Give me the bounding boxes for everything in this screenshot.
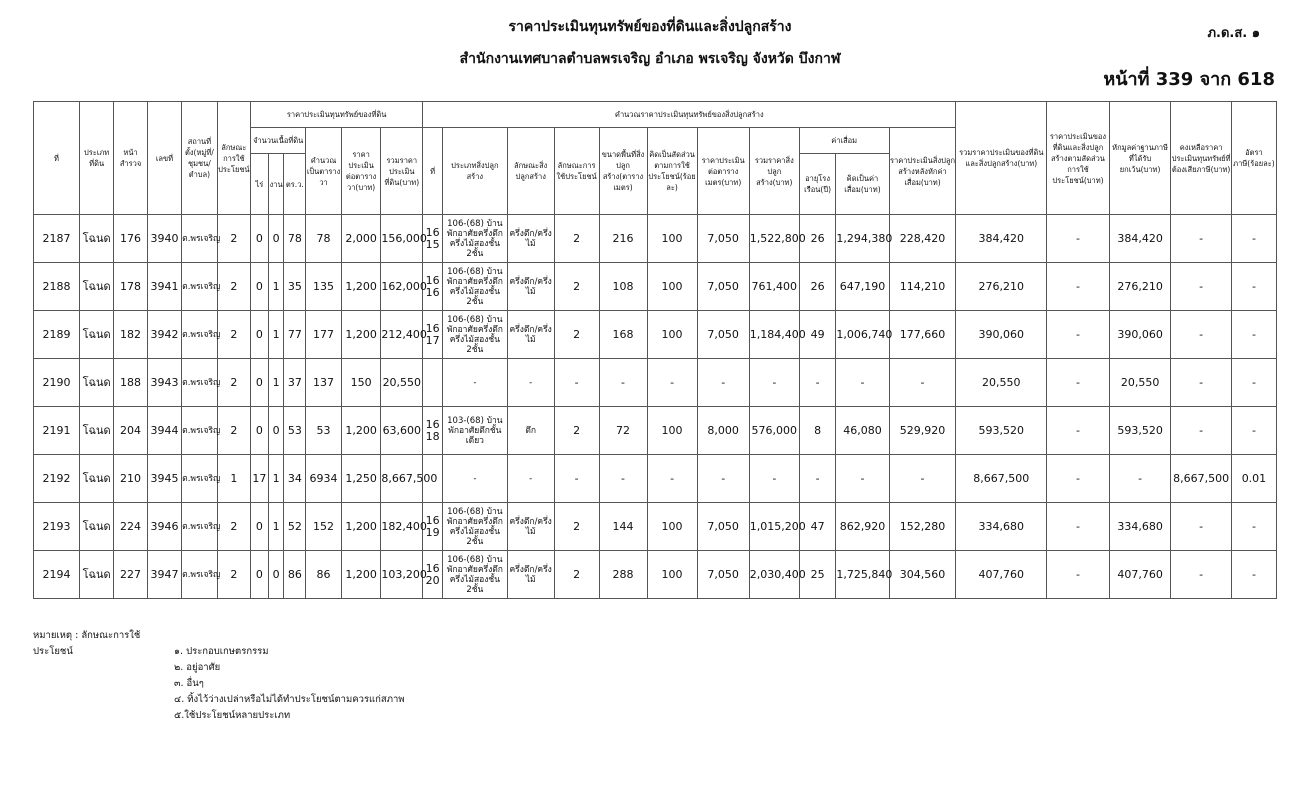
cell-rai: 17 <box>251 455 269 503</box>
cell-deduction: 390,060 <box>1109 311 1171 359</box>
cell-ngan: 1 <box>268 359 284 407</box>
cell-ngan: 1 <box>268 455 284 503</box>
cell-building-ratio: - <box>647 359 697 407</box>
cell-building-total: 1,184,400 <box>749 311 799 359</box>
cell-price-per-sqwah: 1,200 <box>341 311 381 359</box>
col-header-no: ที่ <box>34 102 80 215</box>
cell-building-price-sqm: 7,050 <box>697 551 749 599</box>
page-info: หน้าที่ 339 จาก 618 <box>1103 69 1275 90</box>
cell-rai: 0 <box>251 215 269 263</box>
table-row <box>34 263 1277 311</box>
cell-wah: 37 <box>284 359 306 407</box>
cell-deduction: 276,210 <box>1109 263 1171 311</box>
cell-dep-age: - <box>799 359 836 407</box>
cell-total-value: 384,420 <box>956 215 1047 263</box>
col-header-deduction: หักมูลค่าฐานภาษีที่ได้รับยกเว้น(บาท) <box>1109 102 1171 215</box>
cell-taxable: - <box>1171 263 1232 311</box>
cell-dep-age: 26 <box>799 215 836 263</box>
table-body <box>34 215 1277 599</box>
cell-rai: 0 <box>251 263 269 311</box>
cell-location: ต.พรเจริญ <box>182 407 217 455</box>
cell-building-style: - <box>507 455 554 503</box>
cell-building-no: 16 17 <box>423 311 443 359</box>
cell-building-price-sqm: 7,050 <box>697 263 749 311</box>
cell-price-per-sqwah: 1,200 <box>341 551 381 599</box>
col-header-land-type: ประเภทที่ดิน <box>79 102 113 215</box>
cell-building-area: - <box>599 455 647 503</box>
cell-land-total: 162,000 <box>381 263 423 311</box>
cell-land-total: 212,400 <box>381 311 423 359</box>
cell-land-type: โฉนด <box>79 455 113 503</box>
cell-rai: 0 <box>251 551 269 599</box>
cell-building-use: - <box>554 455 599 503</box>
cell-deed-no: 3945 <box>147 455 181 503</box>
cell-dep-amount: 862,920 <box>836 503 889 551</box>
cell-deduction: 384,420 <box>1109 215 1171 263</box>
table-row <box>34 551 1277 599</box>
note-item: ๑. ประกอบเกษตรกรรม <box>174 646 269 657</box>
cell-building-area: 288 <box>599 551 647 599</box>
cell-land-type: โฉนด <box>79 407 113 455</box>
col-header-price-per-sqwah: ราคาประเมินต่อตารางวา(บาท) <box>341 128 381 215</box>
cell-dep-amount: - <box>836 359 889 407</box>
cell-rai: 0 <box>251 359 269 407</box>
cell-building-type: 106-(68) บ้านพักอาศัยครึ่งตึกครึ่งไม้สองชั้น 2ชั้น <box>443 263 508 311</box>
cell-building-use: 2 <box>554 311 599 359</box>
cell-rai: 0 <box>251 503 269 551</box>
cell-building-area: 168 <box>599 311 647 359</box>
cell-land-total: 156,000 <box>381 215 423 263</box>
cell-tax-rate: 0.01 <box>1231 455 1276 503</box>
col-header-tax-rate: อัตราภาษี(ร้อยละ) <box>1231 102 1276 215</box>
cell-building-style: ครึ่งตึก/ครึ่งไม้ <box>507 215 554 263</box>
cell-land-total: 182,400 <box>381 503 423 551</box>
cell-wah: 77 <box>284 311 306 359</box>
cell-tax-rate: - <box>1231 311 1276 359</box>
cell-building-use: 2 <box>554 215 599 263</box>
table-row <box>34 311 1277 359</box>
cell-building-after-dep: - <box>889 455 956 503</box>
cell-building-total: 1,015,200 <box>749 503 799 551</box>
cell-total-value: 407,760 <box>956 551 1047 599</box>
table-row <box>34 359 1277 407</box>
cell-location: ต.พรเจริญ <box>182 263 217 311</box>
cell-building-total: - <box>749 359 799 407</box>
cell-location: ต.พรเจริญ <box>182 503 217 551</box>
col-header-survey-page: หน้าสำรวจ <box>114 102 147 215</box>
cell-calc-sqwah: 137 <box>306 359 341 407</box>
cell-deduction: 407,760 <box>1109 551 1171 599</box>
cell-deduction: 20,550 <box>1109 359 1171 407</box>
cell-building-area: 72 <box>599 407 647 455</box>
col-header-building-ratio: คิดเป็นสัดส่วนตามการใช้ประโยชน์(ร้อยละ) <box>647 128 697 215</box>
cell-total-value: 334,680 <box>956 503 1047 551</box>
table-row <box>34 455 1277 503</box>
cell-building-price-sqm: 7,050 <box>697 215 749 263</box>
cell-no: 2193 <box>34 503 80 551</box>
cell-land-use: 2 <box>217 215 250 263</box>
cell-taxable: - <box>1171 359 1232 407</box>
cell-building-style: ครึ่งตึก/ครึ่งไม้ <box>507 311 554 359</box>
cell-building-no: 16 16 <box>423 263 443 311</box>
cell-building-no: 16 20 <box>423 551 443 599</box>
cell-land-type: โฉนด <box>79 503 113 551</box>
cell-survey-page: 224 <box>114 503 147 551</box>
cell-building-ratio: 100 <box>647 503 697 551</box>
cell-wah: 52 <box>284 503 306 551</box>
cell-building-no: 16 18 <box>423 407 443 455</box>
assessment-table <box>33 101 1277 599</box>
col-header-proportional: ราคาประเมินของที่ดินและสิ่งปลูกสร้างตามสัดส่วนการใช้ประโยชน์(บาท) <box>1047 102 1110 215</box>
form-code: ภ.ด.ส. ๑ <box>1207 26 1260 41</box>
cell-no: 2190 <box>34 359 80 407</box>
cell-dep-amount: 1,006,740 <box>836 311 889 359</box>
cell-rai: 0 <box>251 311 269 359</box>
cell-building-after-dep: - <box>889 359 956 407</box>
document-title: ราคาประเมินทุนทรัพย์ของที่ดินและสิ่งปลูกสร้าง <box>508 19 792 35</box>
cell-building-no: 16 19 <box>423 503 443 551</box>
col-header-building-area: ขนาดพื้นที่สิ่งปลูกสร้าง(ตารางเมตร) <box>599 128 647 215</box>
cell-no: 2188 <box>34 263 80 311</box>
cell-dep-age: 26 <box>799 263 836 311</box>
cell-calc-sqwah: 78 <box>306 215 341 263</box>
cell-survey-page: 227 <box>114 551 147 599</box>
cell-building-after-dep: 152,280 <box>889 503 956 551</box>
cell-calc-sqwah: 152 <box>306 503 341 551</box>
cell-tax-rate: - <box>1231 359 1276 407</box>
cell-building-price-sqm: - <box>697 455 749 503</box>
cell-total-value: 593,520 <box>956 407 1047 455</box>
cell-land-total: 63,600 <box>381 407 423 455</box>
cell-survey-page: 182 <box>114 311 147 359</box>
cell-calc-sqwah: 177 <box>306 311 341 359</box>
notes-label: หมายเหตุ : ลักษณะการใช้ประโยชน์ <box>33 630 141 657</box>
cell-dep-amount: 1,294,380 <box>836 215 889 263</box>
cell-dep-age: 49 <box>799 311 836 359</box>
cell-building-area: 216 <box>599 215 647 263</box>
cell-deed-no: 3946 <box>147 503 181 551</box>
cell-building-after-dep: 177,660 <box>889 311 956 359</box>
cell-building-style: - <box>507 359 554 407</box>
cell-survey-page: 178 <box>114 263 147 311</box>
document-subtitle: สำนักงานเทศบาลตำบลพรเจริญ อำเภอ พรเจริญ จังหวัด บึงกาฬ <box>459 51 841 67</box>
col-header-building-after-dep: ราคาประเมินสิ่งปลูกสร้างหลังหักค่าเสื่อม(บาท) <box>889 128 956 215</box>
cell-survey-page: 176 <box>114 215 147 263</box>
cell-dep-age: 25 <box>799 551 836 599</box>
note-item: ๒. อยู่อาศัย <box>174 662 221 673</box>
cell-building-price-sqm: 7,050 <box>697 503 749 551</box>
cell-tax-rate: - <box>1231 503 1276 551</box>
cell-building-price-sqm: 8,000 <box>697 407 749 455</box>
cell-building-ratio: 100 <box>647 311 697 359</box>
cell-building-no: 16 15 <box>423 215 443 263</box>
cell-wah: 86 <box>284 551 306 599</box>
cell-no: 2187 <box>34 215 80 263</box>
cell-ngan: 0 <box>268 551 284 599</box>
col-header-location: สถานที่ตั้ง(หมู่ที่/ชุมชน/ตำบล) <box>182 102 217 215</box>
cell-building-type: 106-(68) บ้านพักอาศัยครึ่งตึกครึ่งไม้สองชั้น 2ชั้น <box>443 311 508 359</box>
cell-building-style: ครึ่งตึก/ครึ่งไม้ <box>507 503 554 551</box>
notes <box>33 628 405 724</box>
cell-building-ratio: - <box>647 455 697 503</box>
cell-land-type: โฉนด <box>79 263 113 311</box>
cell-land-use: 1 <box>217 455 250 503</box>
cell-survey-page: 210 <box>114 455 147 503</box>
cell-building-type: 106-(68) บ้านพักอาศัยครึ่งตึกครึ่งไม้สองชั้น 2ชั้น <box>443 551 508 599</box>
cell-proportional: - <box>1047 455 1110 503</box>
cell-land-type: โฉนด <box>79 359 113 407</box>
table-row <box>34 503 1277 551</box>
cell-building-total: 2,030,400 <box>749 551 799 599</box>
cell-building-area: - <box>599 359 647 407</box>
cell-proportional: - <box>1047 503 1110 551</box>
cell-land-use: 2 <box>217 551 250 599</box>
cell-building-style: ตึก <box>507 407 554 455</box>
col-header-building-total: รวมราคาสิ่งปลูกสร้าง(บาท) <box>749 128 799 215</box>
cell-price-per-sqwah: 1,250 <box>341 455 381 503</box>
cell-ngan: 1 <box>268 311 284 359</box>
cell-dep-amount: - <box>836 455 889 503</box>
cell-building-use: 2 <box>554 407 599 455</box>
cell-calc-sqwah: 135 <box>306 263 341 311</box>
cell-building-total: - <box>749 455 799 503</box>
table-row <box>34 215 1277 263</box>
cell-deed-no: 3944 <box>147 407 181 455</box>
cell-location: ต.พรเจริญ <box>182 359 217 407</box>
cell-building-area: 108 <box>599 263 647 311</box>
cell-building-after-dep: 529,920 <box>889 407 956 455</box>
cell-calc-sqwah: 86 <box>306 551 341 599</box>
cell-building-ratio: 100 <box>647 407 697 455</box>
cell-wah: 53 <box>284 407 306 455</box>
cell-land-total: 103,200 <box>381 551 423 599</box>
cell-proportional: - <box>1047 551 1110 599</box>
col-group-depreciation: ค่าเสื่อม <box>799 128 889 154</box>
cell-building-use: - <box>554 359 599 407</box>
col-group-land: ราคาประเมินทุนทรัพย์ของที่ดิน <box>251 102 423 128</box>
cell-calc-sqwah: 53 <box>306 407 341 455</box>
cell-deed-no: 3940 <box>147 215 181 263</box>
cell-building-ratio: 100 <box>647 263 697 311</box>
cell-price-per-sqwah: 2,000 <box>341 215 381 263</box>
cell-total-value: 276,210 <box>956 263 1047 311</box>
cell-wah: 78 <box>284 215 306 263</box>
cell-taxable: - <box>1171 311 1232 359</box>
cell-building-use: 2 <box>554 503 599 551</box>
col-header-total-value: รวมราคาประเมินของที่ดินและสิ่งปลูกสร้าง(บาท) <box>956 102 1047 215</box>
cell-no: 2192 <box>34 455 80 503</box>
cell-no: 2189 <box>34 311 80 359</box>
cell-dep-amount: 647,190 <box>836 263 889 311</box>
cell-deduction: 593,520 <box>1109 407 1171 455</box>
col-header-land-use: ลักษณะการใช้ประโยชน์ <box>217 102 250 215</box>
cell-deed-no: 3943 <box>147 359 181 407</box>
col-header-land-total: รวมราคาประเมินที่ดิน(บาท) <box>381 128 423 215</box>
col-header-dep-age: อายุโรงเรือน(ปี) <box>799 154 836 215</box>
cell-proportional: - <box>1047 407 1110 455</box>
col-group-building: คำนวณราคาประเมินทุนทรัพย์ของสิ่งปลูกสร้าง <box>423 102 956 128</box>
cell-deed-no: 3942 <box>147 311 181 359</box>
cell-calc-sqwah: 6934 <box>306 455 341 503</box>
col-header-building-use: ลักษณะการใช้ประโยชน์ <box>554 128 599 215</box>
cell-total-value: 20,550 <box>956 359 1047 407</box>
col-header-building-no: ที่ <box>423 128 443 215</box>
col-header-calc-sqwah: คำนวณเป็นตารางวา <box>306 128 341 215</box>
cell-deed-no: 3941 <box>147 263 181 311</box>
cell-proportional: - <box>1047 311 1110 359</box>
cell-dep-age: 47 <box>799 503 836 551</box>
col-header-dep-amount: คิดเป็นค่าเสื่อม(บาท) <box>836 154 889 215</box>
cell-wah: 35 <box>284 263 306 311</box>
cell-building-total: 761,400 <box>749 263 799 311</box>
cell-building-type: 103-(68) บ้านพักอาศัยตึกชั้นเดียว <box>443 407 508 455</box>
cell-land-use: 2 <box>217 503 250 551</box>
cell-price-per-sqwah: 150 <box>341 359 381 407</box>
cell-tax-rate: - <box>1231 551 1276 599</box>
cell-price-per-sqwah: 1,200 <box>341 263 381 311</box>
cell-building-price-sqm: 7,050 <box>697 311 749 359</box>
cell-land-use: 2 <box>217 359 250 407</box>
cell-deduction: 334,680 <box>1109 503 1171 551</box>
cell-no: 2191 <box>34 407 80 455</box>
cell-tax-rate: - <box>1231 263 1276 311</box>
cell-survey-page: 204 <box>114 407 147 455</box>
cell-building-area: 144 <box>599 503 647 551</box>
cell-deduction: - <box>1109 455 1171 503</box>
cell-dep-amount: 46,080 <box>836 407 889 455</box>
cell-building-price-sqm: - <box>697 359 749 407</box>
cell-ngan: 0 <box>268 407 284 455</box>
table-row <box>34 407 1277 455</box>
cell-price-per-sqwah: 1,200 <box>341 407 381 455</box>
col-header-building-type: ประเภทสิ่งปลูกสร้าง <box>443 128 508 215</box>
cell-location: ต.พรเจริญ <box>182 215 217 263</box>
cell-building-use: 2 <box>554 551 599 599</box>
cell-building-style: ครึ่งตึก/ครึ่งไม้ <box>507 551 554 599</box>
cell-building-ratio: 100 <box>647 215 697 263</box>
cell-land-total: 8,667,500 <box>381 455 423 503</box>
note-item: ๔. ทิ้งไว้ว่างเปล่าหรือไม่ได้ทำประโยชน์ตามควรแก่สภาพ <box>174 694 405 705</box>
cell-price-per-sqwah: 1,200 <box>341 503 381 551</box>
cell-building-type: - <box>443 359 508 407</box>
cell-building-total: 576,000 <box>749 407 799 455</box>
cell-land-type: โฉนด <box>79 215 113 263</box>
cell-building-ratio: 100 <box>647 551 697 599</box>
note-item: ๕.ใช้ประโยชน์หลายประเภท <box>174 710 291 721</box>
note-item: ๓. อื่นๆ <box>174 678 204 689</box>
cell-location: ต.พรเจริญ <box>182 551 217 599</box>
cell-dep-amount: 1,725,840 <box>836 551 889 599</box>
cell-dep-age: - <box>799 455 836 503</box>
cell-building-total: 1,522,800 <box>749 215 799 263</box>
cell-taxable: 8,667,500 <box>1171 455 1232 503</box>
col-header-deed-no: เลขที่ <box>147 102 181 215</box>
col-header-building-price-sqm: ราคาประเมินต่อตารางเมตร(บาท) <box>697 128 749 215</box>
col-group-area: จำนวนเนื้อที่ดิน <box>251 128 306 154</box>
col-header-wah: ตร.ว. <box>284 154 306 215</box>
cell-dep-age: 8 <box>799 407 836 455</box>
cell-rai: 0 <box>251 407 269 455</box>
cell-tax-rate: - <box>1231 215 1276 263</box>
cell-taxable: - <box>1171 551 1232 599</box>
cell-land-type: โฉนด <box>79 551 113 599</box>
cell-building-type: 106-(68) บ้านพักอาศัยครึ่งตึกครึ่งไม้สองชั้น 2ชั้น <box>443 503 508 551</box>
cell-building-no <box>423 359 443 407</box>
cell-land-use: 2 <box>217 263 250 311</box>
cell-location: ต.พรเจริญ <box>182 311 217 359</box>
cell-building-style: ครึ่งตึก/ครึ่งไม้ <box>507 263 554 311</box>
cell-taxable: - <box>1171 215 1232 263</box>
cell-building-after-dep: 114,210 <box>889 263 956 311</box>
cell-proportional: - <box>1047 263 1110 311</box>
cell-ngan: 0 <box>268 215 284 263</box>
cell-building-use: 2 <box>554 263 599 311</box>
cell-land-type: โฉนด <box>79 311 113 359</box>
cell-taxable: - <box>1171 407 1232 455</box>
cell-land-use: 2 <box>217 407 250 455</box>
col-header-taxable: คงเหลือราคาประเมินทุนทรัพย์ที่ต้องเสียภาษี(บาท) <box>1171 102 1232 215</box>
cell-proportional: - <box>1047 359 1110 407</box>
col-header-ngan: งาน <box>268 154 284 215</box>
col-header-building-style: ลักษณะสิ่งปลูกสร้าง <box>507 128 554 215</box>
cell-ngan: 1 <box>268 263 284 311</box>
cell-building-after-dep: 228,420 <box>889 215 956 263</box>
cell-building-after-dep: 304,560 <box>889 551 956 599</box>
cell-total-value: 8,667,500 <box>956 455 1047 503</box>
cell-wah: 34 <box>284 455 306 503</box>
cell-land-use: 2 <box>217 311 250 359</box>
col-header-rai: ไร่ <box>251 154 269 215</box>
cell-building-type: - <box>443 455 508 503</box>
cell-land-total: 20,550 <box>381 359 423 407</box>
cell-survey-page: 188 <box>114 359 147 407</box>
cell-total-value: 390,060 <box>956 311 1047 359</box>
cell-building-type: 106-(68) บ้านพักอาศัยครึ่งตึกครึ่งไม้สองชั้น 2ชั้น <box>443 215 508 263</box>
cell-deed-no: 3947 <box>147 551 181 599</box>
cell-ngan: 1 <box>268 503 284 551</box>
cell-proportional: - <box>1047 215 1110 263</box>
cell-location: ต.พรเจริญ <box>182 455 217 503</box>
cell-taxable: - <box>1171 503 1232 551</box>
cell-tax-rate: - <box>1231 407 1276 455</box>
cell-no: 2194 <box>34 551 80 599</box>
